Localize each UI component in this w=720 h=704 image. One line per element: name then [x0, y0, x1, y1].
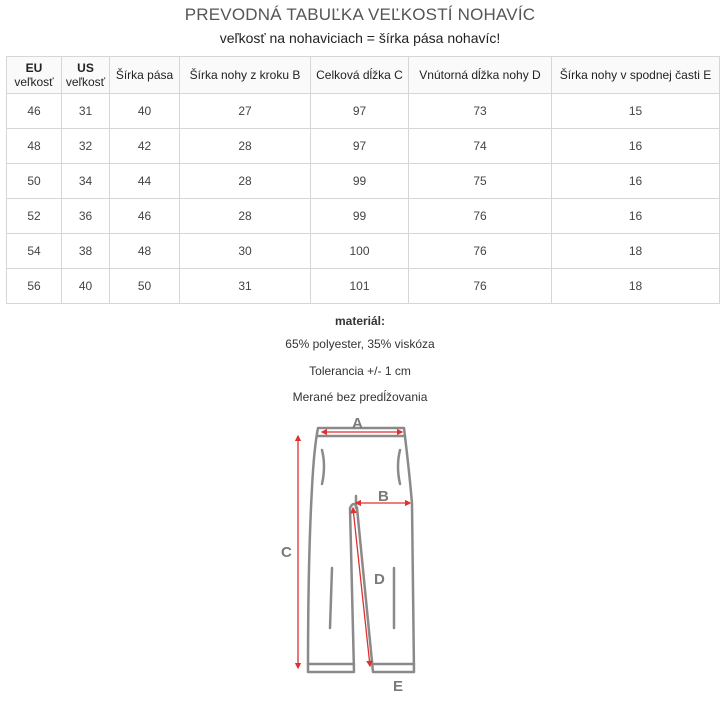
col-header-waist: Šírka pása — [110, 57, 180, 94]
table-cell: 76 — [409, 269, 552, 304]
table-cell: 31 — [180, 269, 311, 304]
table-row — [7, 164, 720, 199]
size-table — [6, 56, 720, 304]
table-cell: 99 — [311, 199, 409, 234]
table-cell: 73 — [409, 94, 552, 129]
table-cell: 50 — [110, 269, 180, 304]
table-cell: 44 — [110, 164, 180, 199]
table-cell: 31 — [62, 94, 110, 129]
table-cell: 34 — [62, 164, 110, 199]
table-cell: 42 — [110, 129, 180, 164]
trousers-outline — [308, 428, 414, 672]
table-cell: 18 — [552, 269, 720, 304]
table-cell: 28 — [180, 129, 311, 164]
table-cell: 27 — [180, 94, 311, 129]
table-cell: 50 — [7, 164, 62, 199]
page-subtitle: veľkosť na nohaviciach = šírka pása nohavíc! — [219, 30, 501, 46]
col-header-crotch-width: Šírka nohy z kroku B — [180, 57, 311, 94]
label-c: C — [281, 544, 292, 561]
label-b: B — [378, 488, 389, 505]
table-cell: 99 — [311, 164, 409, 199]
table-cell: 28 — [180, 199, 311, 234]
table-cell: 74 — [409, 129, 552, 164]
table-cell: 76 — [409, 234, 552, 269]
table-cell: 97 — [311, 129, 409, 164]
material-composition: 65% polyester, 35% viskóza — [285, 337, 435, 351]
col-header-eu: EU veľkosť — [7, 57, 62, 94]
table-cell: 76 — [409, 199, 552, 234]
table-cell: 46 — [7, 94, 62, 129]
col-header-hem-width: Šírka nohy v spodnej časti E — [552, 57, 720, 94]
table-cell: 54 — [7, 234, 62, 269]
table-cell: 75 — [409, 164, 552, 199]
label-a: A — [352, 415, 363, 432]
table-cell: 16 — [552, 199, 720, 234]
table-cell: 48 — [110, 234, 180, 269]
table-row — [7, 129, 720, 164]
page-title: PREVODNÁ TABUĽKA VEĽKOSTÍ NOHAVÍC — [184, 5, 536, 24]
table-cell: 40 — [110, 94, 180, 129]
table-cell: 97 — [311, 94, 409, 129]
col-header-us: US veľkosť — [62, 57, 110, 94]
table-cell: 36 — [62, 199, 110, 234]
col-header-inseam: Vnútorná dĺžka nohy D — [409, 57, 552, 94]
table-cell: 16 — [552, 164, 720, 199]
col-header-total-length: Celková dĺžka C — [311, 57, 409, 94]
table-cell: 32 — [62, 129, 110, 164]
table-cell: 100 — [311, 234, 409, 269]
table-header-row — [7, 57, 720, 94]
measurement-note: Merané bez predĺžovania — [292, 390, 428, 404]
table-cell: 18 — [552, 234, 720, 269]
table-cell: 30 — [180, 234, 311, 269]
table-cell: 56 — [7, 269, 62, 304]
table-cell: 101 — [311, 269, 409, 304]
table-cell: 46 — [110, 199, 180, 234]
table-row — [7, 269, 720, 304]
table-row — [7, 94, 720, 129]
label-e: E — [393, 678, 404, 695]
table-cell: 48 — [7, 129, 62, 164]
table-cell: 28 — [180, 164, 311, 199]
table-cell: 38 — [62, 234, 110, 269]
arrow-d — [353, 508, 370, 666]
table-row — [7, 234, 720, 269]
table-cell: 16 — [552, 129, 720, 164]
trousers-diagram — [270, 408, 450, 704]
material-label: materiál: — [334, 314, 386, 328]
table-cell: 40 — [62, 269, 110, 304]
tolerance-note: Tolerancia +/- 1 cm — [309, 364, 411, 378]
label-d: D — [374, 571, 385, 588]
table-row — [7, 199, 720, 234]
table-cell: 52 — [7, 199, 62, 234]
table-cell: 15 — [552, 94, 720, 129]
